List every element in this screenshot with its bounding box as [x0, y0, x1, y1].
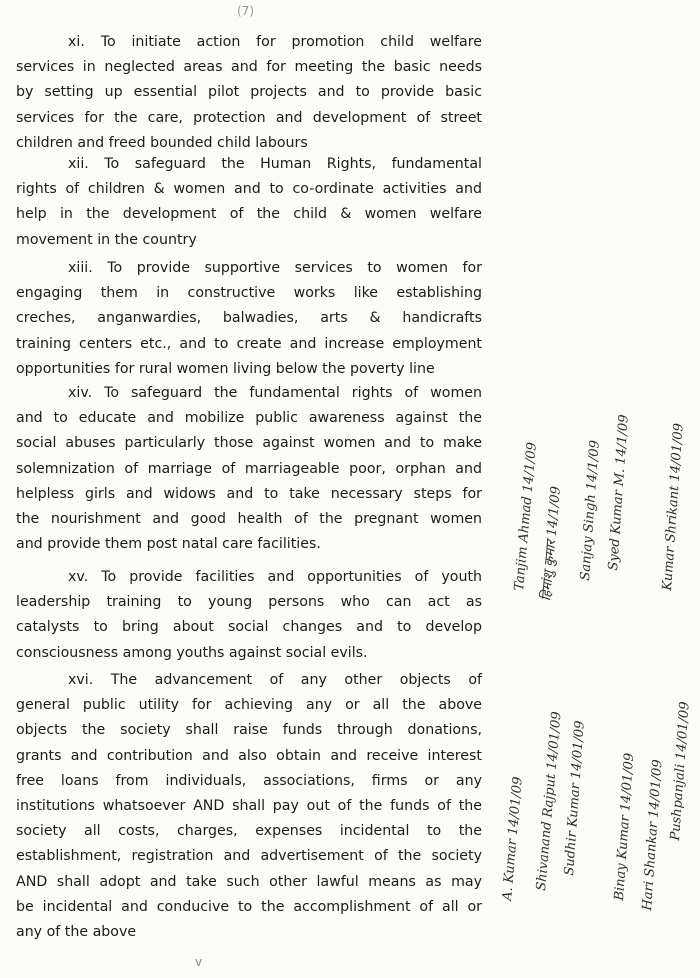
clause-line: consciousness among youths against social evils. — [16, 644, 368, 661]
signature: Hari Shankar 14/01/09 — [640, 759, 666, 912]
clause-line: establishment, registration and advertisement of the society — [16, 848, 482, 865]
clause-line: general public utility for achieving any or all the above — [16, 697, 482, 714]
clause — [16, 381, 482, 557]
clause-line: society all costs, charges, expenses incidental to the — [16, 823, 482, 840]
clause-line: solemnization of marriage of marriageable poor, orphan and — [16, 460, 482, 477]
clause-line: AND shall adopt and take such other lawful means as may — [16, 873, 482, 890]
signature: Sanjay Singh 14/1/09 — [578, 439, 603, 582]
page-number-mark: (7) — [237, 4, 254, 18]
clause-line: engaging them in constructive works like establishing — [16, 285, 482, 302]
clause-line: rights of children & women and to co-ordinate activities and — [16, 181, 482, 198]
clause — [16, 30, 482, 156]
clause-line: children and freed bounded child labours — [16, 134, 308, 151]
clause-line: opportunities for rural women living below the poverty line — [16, 360, 435, 377]
clause-line: by setting up essential pilot projects and to provide basic — [16, 84, 482, 101]
clause-line: xv. To provide facilities and opportunities of youth — [68, 569, 482, 585]
clause-line: be incidental and conducive to the accomplishment of all or — [16, 898, 482, 915]
clause — [16, 152, 482, 253]
clause-line: xvi. The advancement of any other objects of — [68, 672, 482, 688]
signature: Binay Kumar 14/01/09 — [612, 752, 638, 902]
clause-line: any of the above — [16, 923, 137, 940]
clause-line: training centers etc., and to create and increase employment — [16, 335, 482, 352]
clause-line: xi. To initiate action for promotion child welfare — [68, 34, 482, 50]
clause-line: services for the care, protection and development of street — [16, 109, 482, 126]
signature: A. Kumar 14/01/09 — [500, 776, 526, 902]
clause-line: help in the development of the child & women welfare — [16, 206, 482, 223]
clause-line: xiv. To safeguard the fundamental rights of women — [68, 385, 482, 401]
signature: Kumar Shrikant 14/01/09 — [660, 422, 687, 592]
stray-mark: v — [195, 955, 203, 969]
clause-line: grants and contribution and also obtain and receive interest — [16, 747, 482, 764]
signature: हिमांशु कुमार 14/1/09 — [538, 485, 564, 602]
signature: Syed Kumar M. 14/1/09 — [606, 414, 632, 572]
signature: Shivanand Rajput 14/01/09 — [534, 710, 565, 892]
clause — [16, 256, 482, 382]
clause-line: helpless girls and widows and to take necessary steps for — [16, 485, 482, 502]
clause-line: social abuses particularly those against women and to make — [16, 435, 482, 452]
signature: Tanjim Ahmad 14/1/09 — [512, 441, 540, 592]
clause — [16, 668, 482, 945]
clause-line: and to educate and mobilize public awareness against the — [16, 410, 482, 427]
clause — [16, 565, 482, 666]
clause-line: xiii. To provide supportive services to women for — [68, 260, 482, 276]
signature: Sudhir Kumar 14/01/09 — [562, 720, 588, 877]
clause-line: creches, anganwardies, balwadies, arts & handicrafts — [16, 310, 482, 327]
clause-line: catalysts to bring about social changes and to develop — [16, 619, 482, 636]
clause-line: and provide them post natal care facilities. — [16, 536, 321, 553]
clause-line: institutions whatsoever AND shall pay out of the funds of the — [16, 797, 482, 814]
clause-line: xii. To safeguard the Human Rights, fundamental — [68, 156, 482, 172]
clause-line: the nourishment and good health of the pregnant women — [16, 510, 482, 527]
clause-line: leadership training to young persons who can act as — [16, 594, 482, 611]
clause-line: movement in the country — [16, 231, 197, 248]
clause-line: services in neglected areas and for meeting the basic needs — [16, 59, 482, 76]
clause-line: free loans from individuals, associations, firms or any — [16, 772, 482, 789]
signature: Pushpanjali 14/01/09 — [668, 701, 693, 842]
clause-line: objects the society shall raise funds through donations, — [16, 722, 482, 739]
